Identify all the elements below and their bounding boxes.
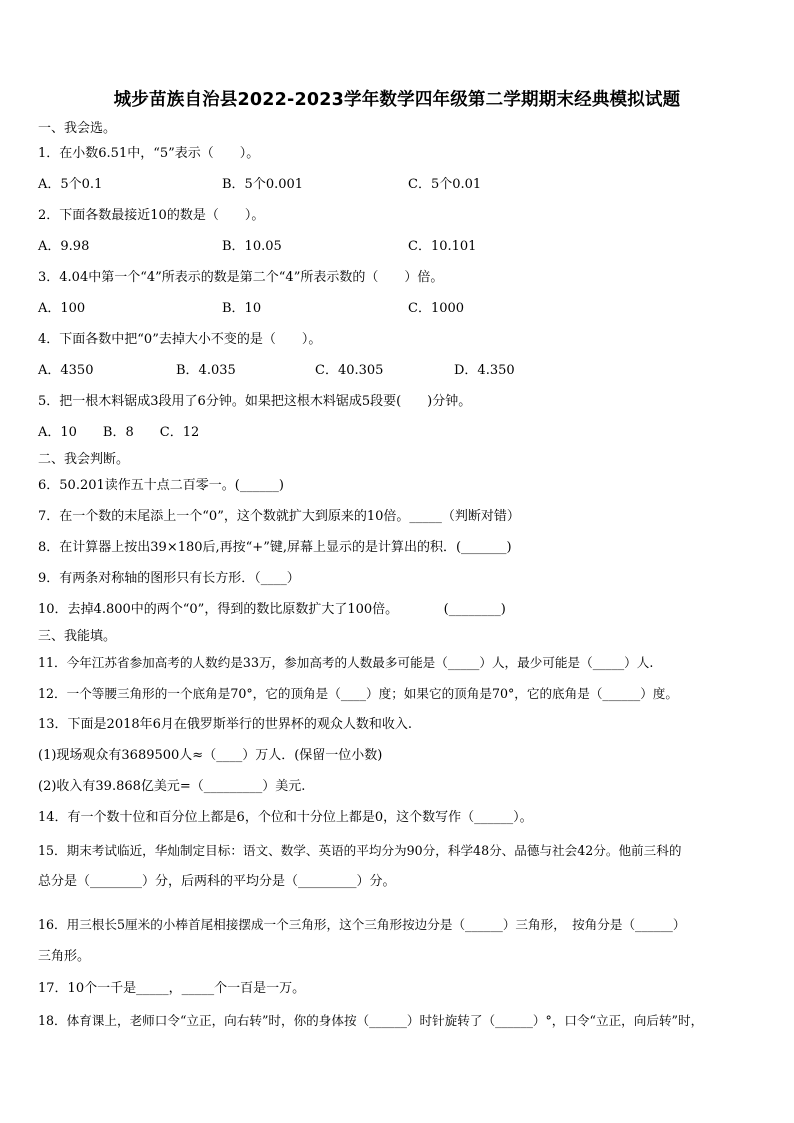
section-heading-1: 一、我会选。 [38, 121, 117, 136]
question-4-option-c: C．40.305 [315, 363, 384, 378]
question-3-option-a: A．100 [38, 301, 86, 316]
question-1-option-a: A．5个0.1 [38, 177, 103, 192]
question-6: 6．50.201读作五十点二百零一。(______) [38, 478, 284, 493]
question-16-line-1: 16．用三根长5厘米的小棒首尾相接摆成一个三角形，这个三角形按边分是（______）三角形， 按角分是（______） [38, 917, 686, 932]
question-8: 8．在计算器上按出39×180后,再按“+”键,屏幕上显示的是计算出的积．(_______) [38, 540, 512, 555]
question-7: 7．在一个数的末尾添上一个“0”，这个数就扩大到原来的10倍。_____（判断对错） [38, 509, 520, 524]
question-3: 3．4.04中第一个“4”所表示的数是第二个“4”所表示数的（ ）倍。 [38, 270, 444, 285]
question-5-options: A．10 B．8 C．12 [38, 425, 200, 440]
question-1-option-b: B．5个0.001 [222, 177, 304, 192]
question-16-line-2: 三角形。 [38, 949, 91, 964]
question-12: 12．一个等腰三角形的一个底角是70°，它的顶角是（____）度；如果它的顶角是70°，它的底角是（______）度。 [38, 686, 678, 701]
question-15-line-2: 总分是（________）分，后两科的平均分是（_________）分。 [38, 874, 396, 889]
question-13-part-1: (1)现场观众有3689500人≈（____）万人．(保留一位小数) [38, 748, 383, 763]
question-2-option-b: B．10.05 [222, 239, 282, 254]
section-heading-3: 三、我能填。 [38, 629, 117, 644]
question-1: 1．在小数6.51中，“5”表示（ ）。 [38, 146, 260, 161]
question-18: 18．体育课上，老师口令“立正，向右转”时，你的身体按（______）时针旋转了（______）°，口令“立正，向后转”时， [38, 1013, 704, 1028]
question-2: 2．下面各数最接近10的数是（ ）。 [38, 208, 265, 223]
question-17: 17．10个一千是_____，_____个一百是一万。 [38, 981, 306, 996]
question-4-option-b: B．4.035 [176, 363, 236, 378]
question-1-option-c: C．5个0.01 [408, 177, 482, 192]
question-4-option-d: D．4.350 [454, 363, 515, 378]
question-13-part-2: (2)收入有39.868亿美元=（_________）美元. [38, 779, 306, 794]
question-4: 4．下面各数中把“0”去掉大小不变的是（ ）。 [38, 332, 322, 347]
question-9: 9．有两条对称轴的图形只有长方形．（____） [38, 571, 300, 586]
section-heading-2: 二、我会判断。 [38, 452, 130, 467]
question-3-option-b: B．10 [222, 301, 262, 316]
question-13: 13．下面是2018年6月在俄罗斯举行的世界杯的观众人数和收入. [38, 717, 413, 732]
question-5: 5．把一根木料锯成3段用了6分钟。如果把这根木料锯成5段要( )分钟。 [38, 394, 472, 409]
question-10: 10．去掉4.800中的两个“0”，得到的数比原数扩大了100倍。 (________) [38, 602, 506, 617]
question-15-line-1: 15．期末考试临近，华灿制定目标：语文、数学、英语的平均分为90分，科学48分、品德与社会42分。他前三科的 [38, 843, 682, 858]
question-3-option-c: C．1000 [408, 301, 465, 316]
question-2-option-c: C．10.101 [408, 239, 477, 254]
question-14: 14．有一个数十位和百分位上都是6，个位和十分位上都是0，这个数写作（______）。 [38, 810, 533, 825]
page-title: 城步苗族自治县2022-2023学年数学四年级第二学期期末经典模拟试题 [113, 90, 681, 110]
question-2-option-a: A．9.98 [38, 239, 90, 254]
question-4-option-a: A．4350 [38, 363, 94, 378]
question-11: 11．今年江苏省参加高考的人数约是33万，参加高考的人数最多可能是（_____）人，最少可能是（_____）人. [38, 655, 654, 670]
